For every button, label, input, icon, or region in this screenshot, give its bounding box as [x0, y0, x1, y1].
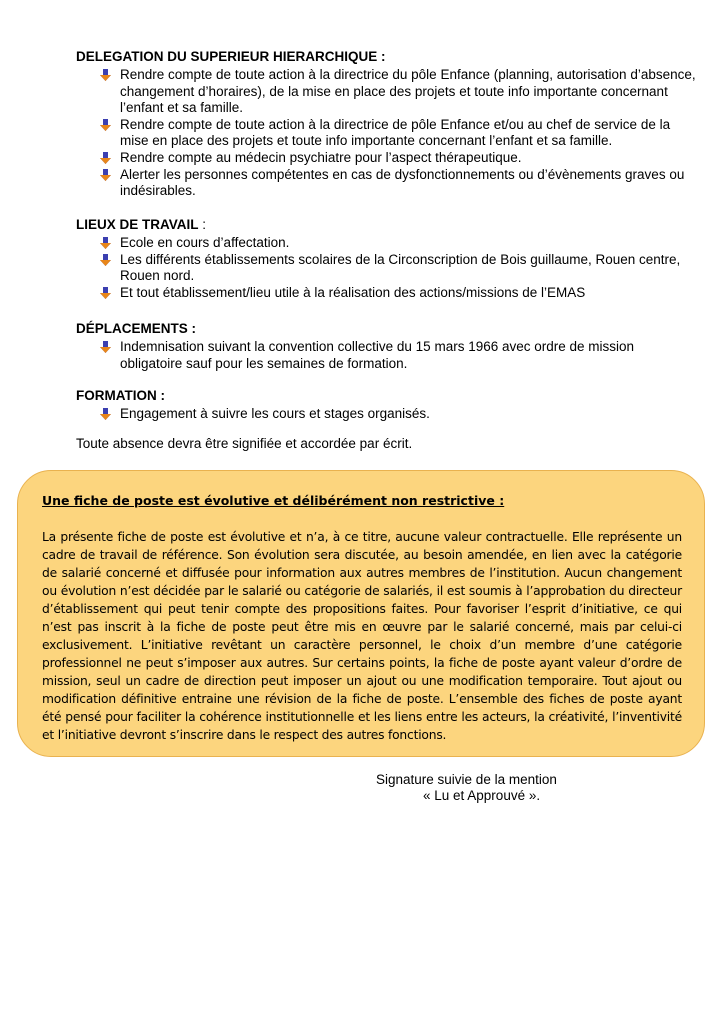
section-title-lieux	[76, 217, 696, 233]
bullet-list	[76, 406, 696, 423]
absence-note: Toute absence devra être signifiée et accordée par écrit.	[76, 436, 413, 451]
arrow-down-bullet-icon	[100, 237, 111, 249]
arrow-down-bullet-icon	[100, 341, 111, 353]
list-item	[76, 150, 696, 167]
list-item-text: Et tout établissement/lieu utile à la réalisation des actions/missions de l’EMAS	[120, 284, 586, 300]
section-title-text: LIEUX DE TRAVAIL	[76, 217, 199, 232]
section-title-text: DÉPLACEMENTS :	[76, 321, 197, 336]
list-item	[76, 339, 696, 372]
list-item	[76, 117, 696, 150]
list-item-text: Alerter les personnes compétentes en cas de dysfonctionnements ou d’évènements graves ou indésirables.	[120, 166, 685, 199]
section-title-text: DELEGATION DU SUPERIEUR HIERARCHIQUE :	[76, 49, 386, 64]
callout-title: Une fiche de poste est évolutive et délibérément non restrictive :	[42, 493, 505, 508]
section-title-delegation	[76, 49, 696, 65]
section-lieux	[76, 217, 696, 301]
section-title-text: FORMATION :	[76, 388, 165, 403]
section-delegation	[76, 49, 696, 200]
bullet-list	[76, 339, 696, 372]
list-item	[76, 252, 696, 285]
bullet-list	[76, 67, 696, 200]
info-callout-box	[17, 470, 705, 757]
arrow-down-bullet-icon	[100, 152, 111, 164]
list-item-text: Les différents établissements scolaires de la Circonscription de Bois guillaume, Rouen centre, Rouen nord.	[120, 251, 681, 284]
signature-line-2: « Lu et Approuvé ».	[423, 788, 541, 803]
section-title-formation	[76, 388, 696, 404]
callout-paragraph: La présente fiche de poste est évolutive et n’a, à ce titre, aucune valeur contractuelle. Elle représente un cadre de travail de référence. Son évolution sera discutée, au besoin amendée, en lien avec la catégorie de salarié concerné et diffusée pour information aux autres membres de l’institution. Aucun changement ou évolution n’est décidée par le salarié ou catégorie de salariés, il est soumis à l’approbation du directeur d’établissement qui peut tenir compte des propositions faites. Pour favoriser l’esprit d’initiative, ce qui n’est pas inscrit à la fiche de poste peut être mis en œuvre par le salarié concerné, mais par celui-ci exclusivement. L’initiative revêtant un caractère personnel, le choix d’un membre d’une catégorie professionnel ne peut s’imposer aux autres. Sur certains points, la fiche de poste ayant valeur d’ordre de mission, seul un cadre de direction peut imposer un ajout ou une modification temporaire. Tout ajout ou modification définitive entraine une révision de la fiche de poste. L’ensemble des fiches de poste ayant été pensé pour faciliter la cohérence institutionnelle et les liens entre les acteurs, la créativité, l’inventivité et l’initiative devront s’inscrire dans le respect des autres fonctions.	[42, 530, 682, 742]
list-item-text: Indemnisation suivant la convention collective du 15 mars 1966 avec ordre de mission obligatoire sauf pour les semaines de formation.	[120, 339, 635, 371]
list-item-text: Rendre compte au médecin psychiatre pour l’aspect thérapeutique.	[120, 149, 522, 165]
signature-line-1: Signature suivie de la mention	[376, 772, 557, 787]
list-item	[76, 67, 696, 117]
arrow-down-bullet-icon	[100, 69, 111, 81]
section-title-suffix: :	[198, 217, 207, 232]
list-item-text: Rendre compte de toute action à la directrice du pôle Enfance (planning, autorisation d’absence, changement d’horaires), de la mise en place des projets et toute info importante concernant l’enfant et sa famille.	[120, 67, 696, 116]
list-item-text: Rendre compte de toute action à la directrice de pôle Enfance et/ou au chef de service de la mise en place des projets et toute info importante concernant l’enfant et sa famille.	[120, 116, 671, 149]
arrow-down-bullet-icon	[100, 408, 111, 420]
list-item-text: Engagement à suivre les cours et stages organisés.	[120, 406, 430, 421]
section-deplacements	[76, 321, 696, 372]
bullet-list	[76, 235, 696, 301]
signature-block	[376, 772, 557, 804]
section-title-deplacements	[76, 321, 696, 337]
list-item	[76, 406, 696, 423]
list-item	[76, 167, 696, 200]
list-item	[76, 235, 696, 252]
arrow-down-bullet-icon	[100, 254, 111, 266]
section-formation	[76, 388, 696, 423]
list-item-text: Ecole en cours d’affectation.	[120, 235, 290, 250]
arrow-down-bullet-icon	[100, 119, 111, 131]
arrow-down-bullet-icon	[100, 169, 111, 181]
list-item	[76, 285, 696, 302]
arrow-down-bullet-icon	[100, 287, 111, 299]
